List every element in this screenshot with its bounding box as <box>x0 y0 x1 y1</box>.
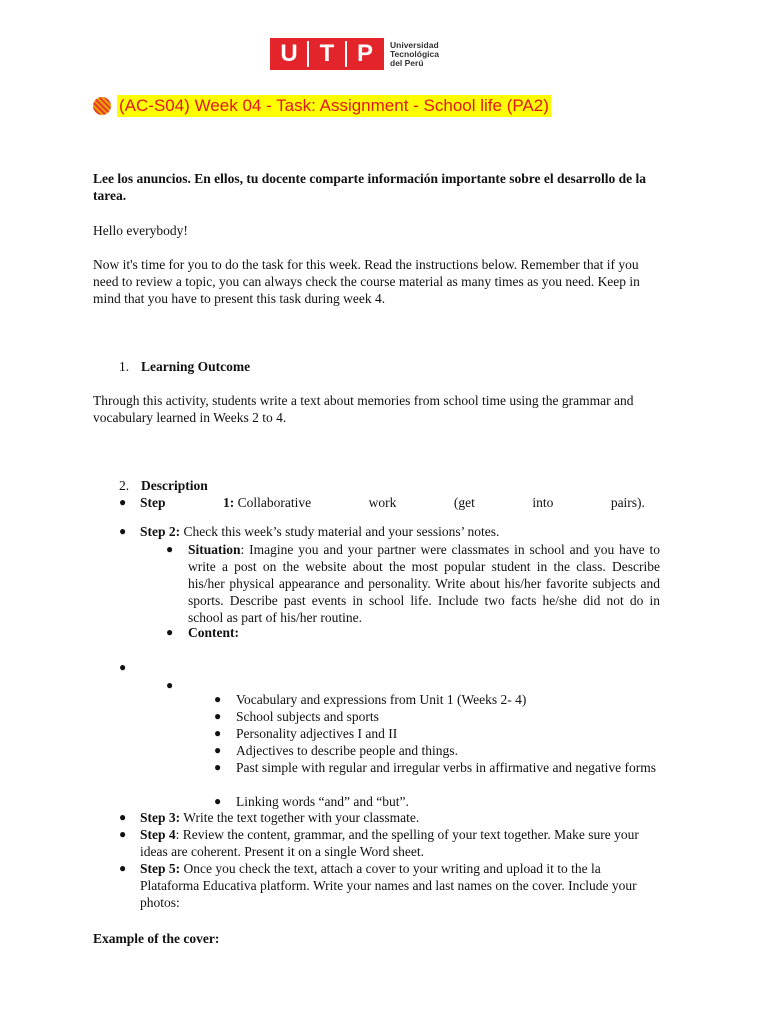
example-cover-heading: Example of the cover: <box>93 931 220 946</box>
assignment-icon <box>93 97 111 115</box>
title-text: (AC-S04) Week 04 - Task: Assignment - School life (PA2) <box>119 96 549 115</box>
logo-mark <box>270 38 384 70</box>
logo-letter-p: P <box>350 41 380 67</box>
utp-logo <box>270 38 439 70</box>
intro-body: Now it's time for you to do the task for this week. Read the instructions below. Remember that if you need to review a topic, you can always check the course material as many times as you need. Keep in mind that you have to present this task during week 4. <box>93 257 640 306</box>
logo-wordmark: Universidad Tecnológica del Perú <box>390 39 439 68</box>
section-description: 2. Description <box>119 478 208 493</box>
learning-outcome-text: Through this activity, students write a text about memories from school time using the grammar and vocabulary learned in Weeks 2 to 4. <box>93 393 634 425</box>
announcement-text: Lee los anuncios. En ellos, tu docente comparte información importante sobre el desarrollo de la tarea. <box>93 171 646 203</box>
logo-letter-u: U <box>274 41 304 67</box>
document-page: U T P Universidad Tecnológica del Perú (AC-S04) Week 04 - Task: Assignment - School life (PA2) Lee los anuncios. En ellos, tu docente comparte información importante sobre el desarrollo de la tarea. Hello everybody! Now it's time for you to do the task for this week. Read the instructions below. Remember that if you need to review a topic, you can always check the course material as many times as you need. Keep in mind that you have to present this task during week 4. 1. Learning Outcome Through this activity, students write a text about memories from school time using the grammar and vocabulary learned in Weeks 2 to 4. 2. Description ● Step 1: Collaborative work (get into pairs). ● Step 2: Check this week’s study material and your sessions’ notes. ● Situation: Imagine you and your partner were classmates in school and you have to write a post on the website about the most popular student in the class. Describe his/her physical appearance and personality. Write about his/her favorite subjects and sports. Describe past events in school life. Include two facts he/she did not do in school as part of his/her routine. ● Content: ● ● ● Vocabulary and expressions from Unit 1 (Weeks 2- 4) ● School subjects and sports ● Personality adjectives I and II ● Adjectives to describe people and things. ● Past simple with regular and irregular verbs in affirmative and negative forms ● Linking words “and” and “but”. ● Step 3: Write the text together with your classmate. ● Step 4: Review the content, grammar, and the spelling of your text together. Make sure your ideas are coherent. Present it on a single Word sheet. ● Step 5: Once you check the text, attach a cover to your writing and upload it to the la Plataforma Educativa platform. Write your names and last names on the cover. Include your photos: Example of the cover: <box>93 39 660 946</box>
logo-letter-t: T <box>312 41 342 67</box>
greeting-text: Hello everybody! <box>93 223 188 238</box>
section-learning-outcome: 1. Learning Outcome <box>119 359 251 374</box>
assignment-title <box>93 95 551 117</box>
